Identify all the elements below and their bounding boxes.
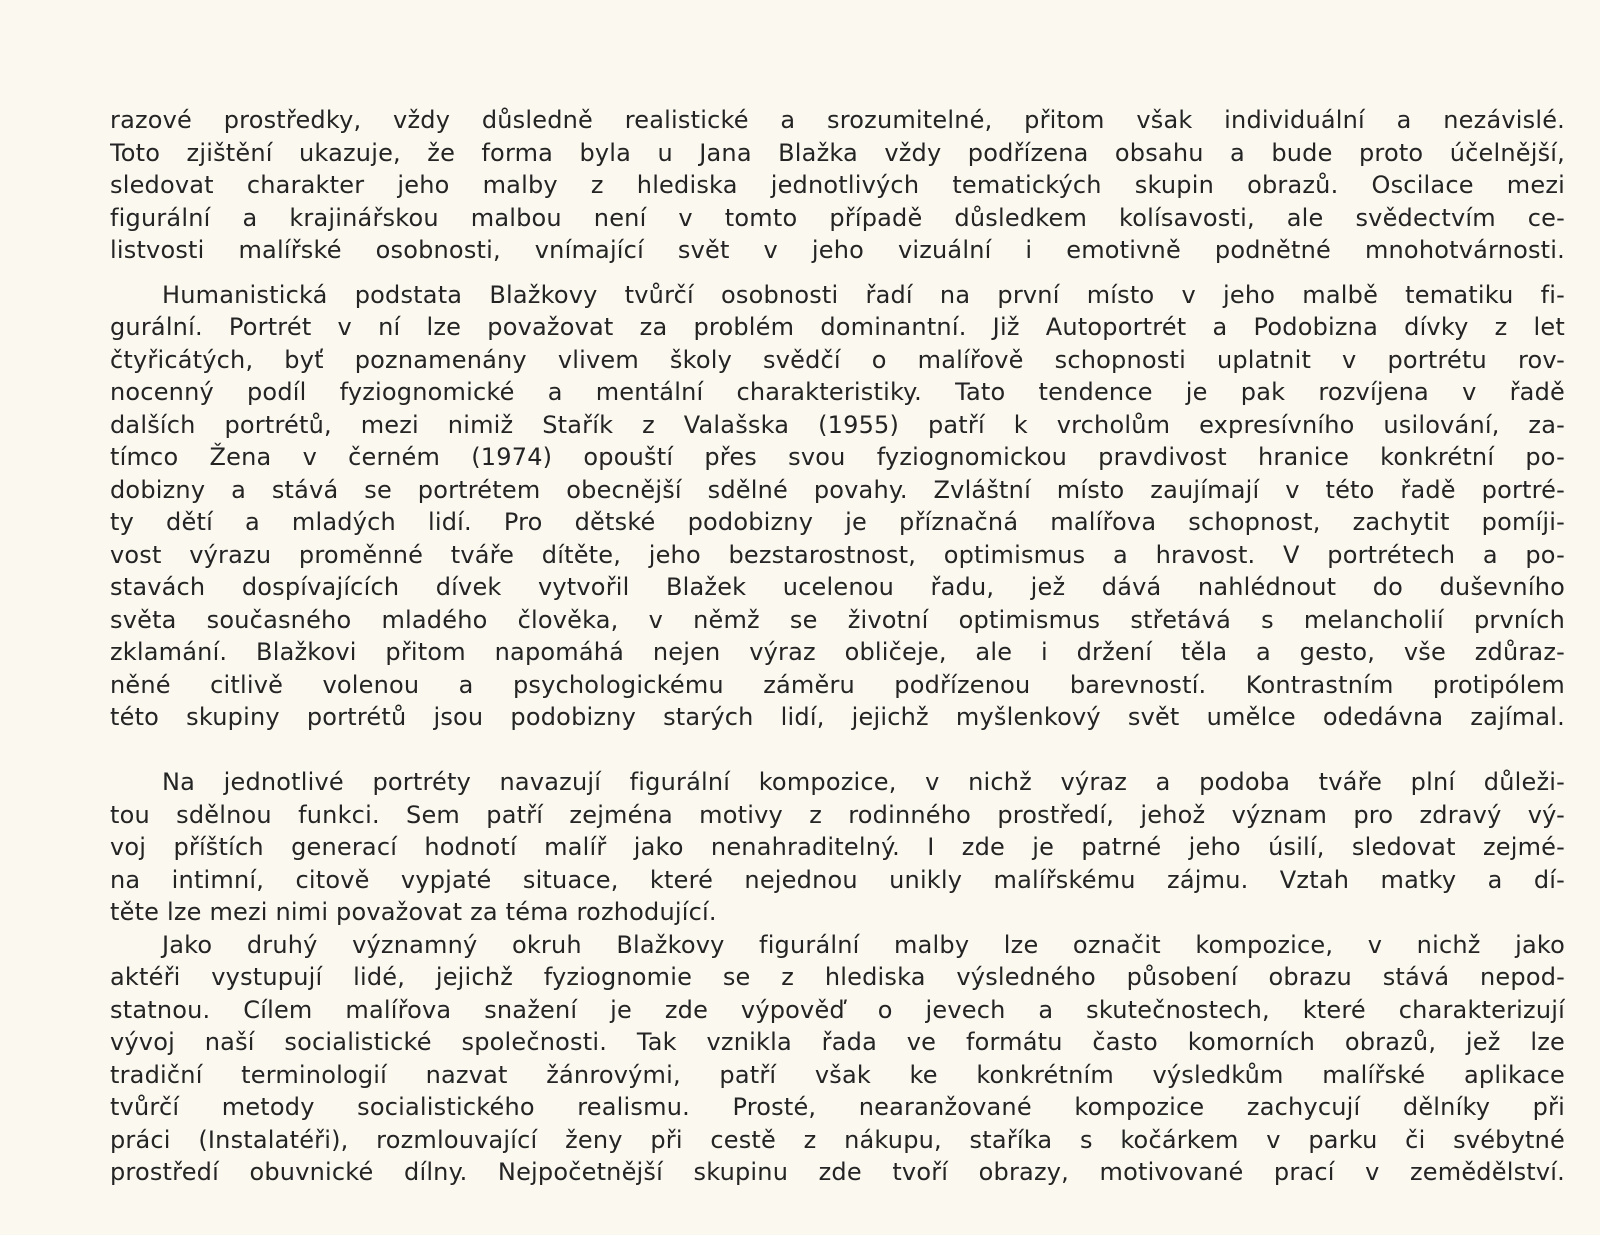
- text-line: razové prostředky, vždy důsledně realistické a srozumitelné, přitom však individuální a nezávislé.: [110, 106, 1565, 134]
- text-line: prostředí obuvnické dílny. Nejpočetnější skupinu zde tvoří obrazy, motivované prací v zemědělství.: [110, 1158, 1565, 1186]
- text-line: listvosti malířské osobnosti, vnímající svět v jeho vizuální i emotivně podnětné mnohotvárnosti.: [110, 236, 1565, 264]
- paragraph-gap: [110, 267, 1565, 279]
- text-line: práci (Instalatéři), rozmlouvající ženy při cestě z nákupu, staříka s kočárkem v parku či svébytné: [110, 1125, 1565, 1154]
- body-text: [110, 104, 1565, 1189]
- text-line: vývoj naší socialistické společnosti. Tak vznikla řada ve formátu často komorních obrazů, jež lze: [110, 1028, 1565, 1056]
- text-line: sledovat charakter jeho malby z hlediska jednotlivých tematických skupin obrazů. Oscilace mezi: [110, 171, 1565, 199]
- text-line: zklamání. Blažkovi přitom napomáhá nejen výraz obličeje, ale i držení těla a gesto, vše zdůraz-: [110, 638, 1565, 666]
- text-line: Humanistická podstata Blažkovy tvůrčí osobnosti řadí na první místo v jeho malbě tematiku fi-: [162, 280, 1565, 309]
- text-line: Jako druhý významný okruh Blažkovy figurální malby lze označit kompozice, v nichž jako: [162, 930, 1565, 959]
- paragraph-2: [110, 279, 1565, 767]
- text-line: figurální a krajinářskou malbou není v tomto případě důsledkem kolísavosti, ale svědectvím ce-: [110, 203, 1565, 232]
- text-line: tvůrčí metody socialistického realismu. Prosté, nearanžované kompozice zachycují dělníky při: [110, 1093, 1565, 1121]
- text-line: této skupiny portrétů jsou podobizny starých lidí, jejichž myšlenkový svět umělce odedávna zajímal.: [110, 703, 1565, 731]
- text-line: vost výrazu proměnné tváře dítěte, jeho bezstarostnost, optimismus a hravost. V portrétech a po-: [110, 540, 1565, 569]
- paragraph-1: [110, 104, 1565, 267]
- text-line: čtyřicátých, byť poznamenány vlivem školy svědčí o malířově schopnosti uplatnit v portrétu rov-: [110, 345, 1565, 374]
- text-line: [110, 734, 1565, 767]
- text-line: Na jednotlivé portréty navazují figurální kompozice, v nichž výraz a podoba tváře plní důleži-: [162, 768, 1565, 796]
- text-line: aktéři vystupují lidé, jejichž fyziognomie se z hlediska výsledného působení obrazu stává nepod-: [110, 963, 1565, 991]
- text-line: voj příštích generací hodnotí malíř jako nenahraditelný. I zde je patrné jeho úsilí, sledovat zejmé-: [110, 833, 1565, 861]
- text-line: dalších portrétů, mezi nimiž Stařík z Valašska (1955) patří k vrcholům expresívního usilování, za-: [110, 410, 1565, 439]
- text-line: světa současného mladého člověka, v němž se životní optimismus střetává s melancholií prvních: [110, 605, 1565, 634]
- text-line: těte lze mezi nimi považovat za téma rozhodující.: [110, 898, 717, 926]
- text-line: na intimní, citově vypjaté situace, které nejednou unikly malířskému zájmu. Vztah matky a dí-: [110, 865, 1565, 894]
- text-line: gurální. Portrét v ní lze považovat za problém dominantní. Již Autoportrét a Podobizna dívky z let: [110, 313, 1565, 341]
- text-line: tímco Žena v černém (1974) opouští přes svou fyziognomickou pravdivost hranice konkrétní po-: [110, 443, 1565, 471]
- text-line: tou sdělnou funkci. Sem patří zejména motivy z rodinného prostředí, jehož význam pro zdravý vý-: [110, 800, 1565, 829]
- text-line: statnou. Cílem malířova snažení je zde výpověď o jevech a skutečnostech, které charakterizují: [110, 995, 1565, 1024]
- text-line: tradiční terminologií nazvat žánrovými, patří však ke konkrétním výsledkům malířské aplikace: [110, 1060, 1565, 1089]
- text-line: dobizny a stává se portrétem obecnější sdělné povahy. Zvláštní místo zaujímají v této řadě portré-: [110, 475, 1565, 504]
- text-line: ty dětí a mladých lidí. Pro dětské podobizny je příznačná malířova schopnost, zachytit pomíji-: [110, 508, 1565, 536]
- text-line: Toto zjištění ukazuje, že forma byla u Jana Blažka vždy podřízena obsahu a bude proto účelnější,: [110, 138, 1565, 167]
- text-line: stavách dospívajících dívek vytvořil Blažek ucelenou řadu, jež dává nahlédnout do duševního: [110, 573, 1565, 601]
- paragraph-4: [110, 929, 1565, 1189]
- paragraph-3: [110, 766, 1565, 929]
- text-line: nocenný podíl fyziognomické a mentální charakteristiky. Tato tendence je pak rozvíjena v řadě: [110, 378, 1565, 406]
- text-line: něné citlivě volenou a psychologickému záměru podřízenou barevností. Kontrastním protipólem: [110, 670, 1565, 699]
